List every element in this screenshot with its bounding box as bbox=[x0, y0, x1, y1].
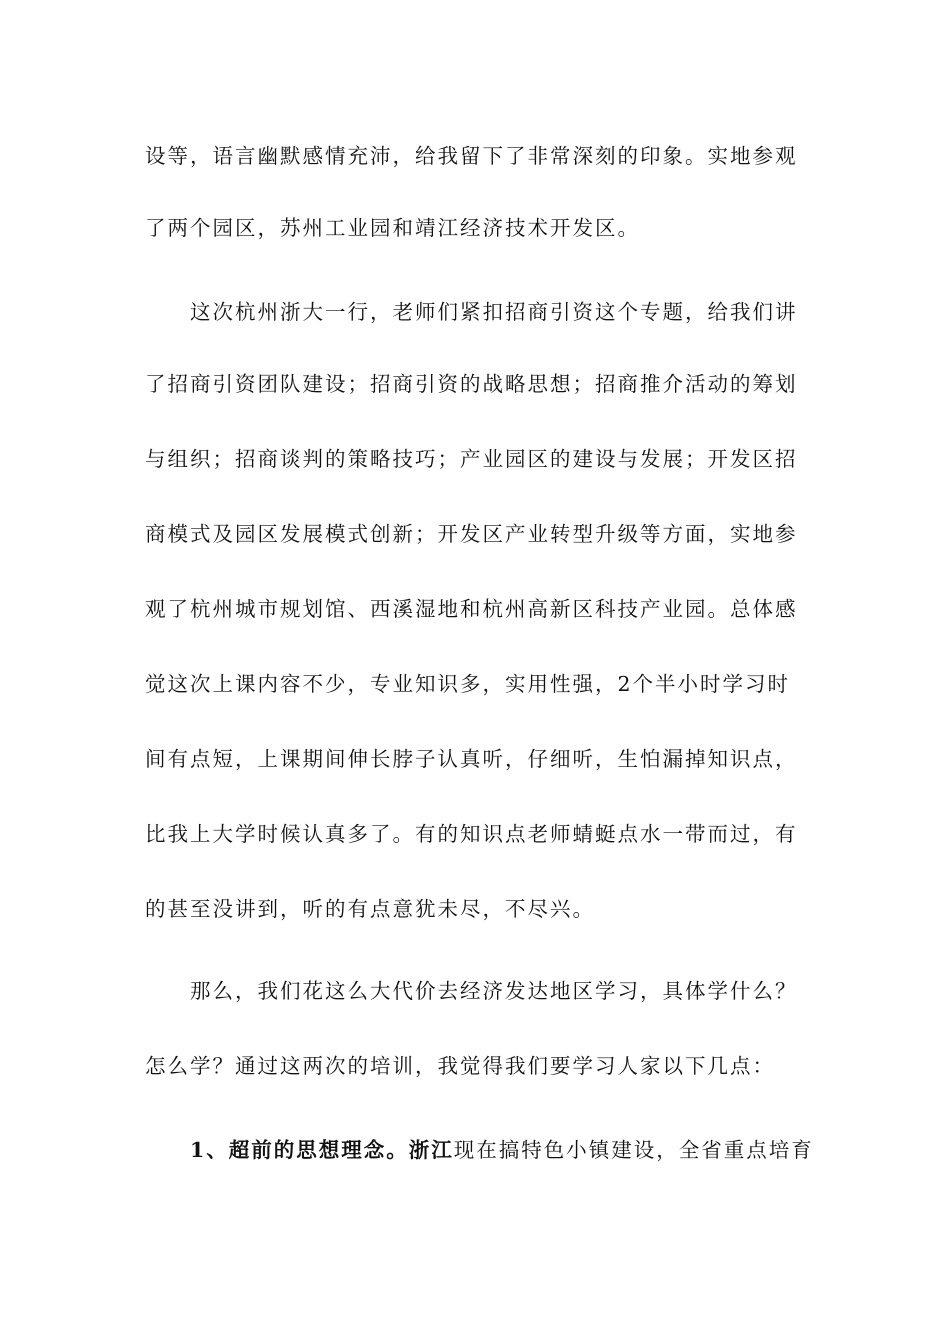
heading-point-1-text: 现在搞特色小镇建设，全省重点培育 bbox=[453, 1138, 814, 1162]
paragraph-line-2: 了两个园区，苏州工业园和靖江经济技术开发区。 bbox=[145, 216, 640, 240]
paragraph-line-10: 比我上大学时候认真多了。有的知识点老师蜻蜓点水一带而过，有 bbox=[145, 822, 798, 846]
paragraph-line-4: 了招商引资团队建设；招商引资的战略思想；招商推介活动的筹划 bbox=[145, 372, 798, 396]
paragraph-line-11: 的甚至没讲到，听的有点意犹未尽，不尽兴。 bbox=[145, 897, 595, 921]
paragraph-line-13: 怎么学？通过这两次的培训，我觉得我们要学习人家以下几点： bbox=[145, 1054, 775, 1078]
paragraph-line-1: 设等，语言幽默感情充沛，给我留下了非常深刻的印象。实地参观 bbox=[145, 144, 798, 168]
paragraph-line-6: 商模式及园区发展模式创新；开发区产业转型升级等方面，实地参 bbox=[145, 522, 798, 546]
paragraph-line-12: 那么，我们花这么大代价去经济发达地区学习，具体学什么？ bbox=[190, 979, 798, 1003]
paragraph-line-14 bbox=[190, 1135, 870, 1165]
paragraph-line-8: 觉这次上课内容不少，专业知识多，实用性强，2个半小时学习时 bbox=[145, 672, 791, 696]
paragraph-line-9: 间有点短，上课期间伸长脖子认真听，仔细听，生怕漏掉知识点， bbox=[145, 747, 798, 771]
heading-point-1: 1、超前的思想理念。浙江 bbox=[190, 1138, 454, 1162]
paragraph-line-7: 观了杭州城市规划馆、西溪湿地和杭州高新区科技产业园。总体感 bbox=[145, 597, 798, 621]
paragraph-line-3: 这次杭州浙大一行，老师们紧扣招商引资这个专题，给我们讲 bbox=[190, 300, 798, 324]
paragraph-line-5: 与组织；招商谈判的策略技巧；产业园区的建设与发展；开发区招 bbox=[145, 447, 798, 471]
